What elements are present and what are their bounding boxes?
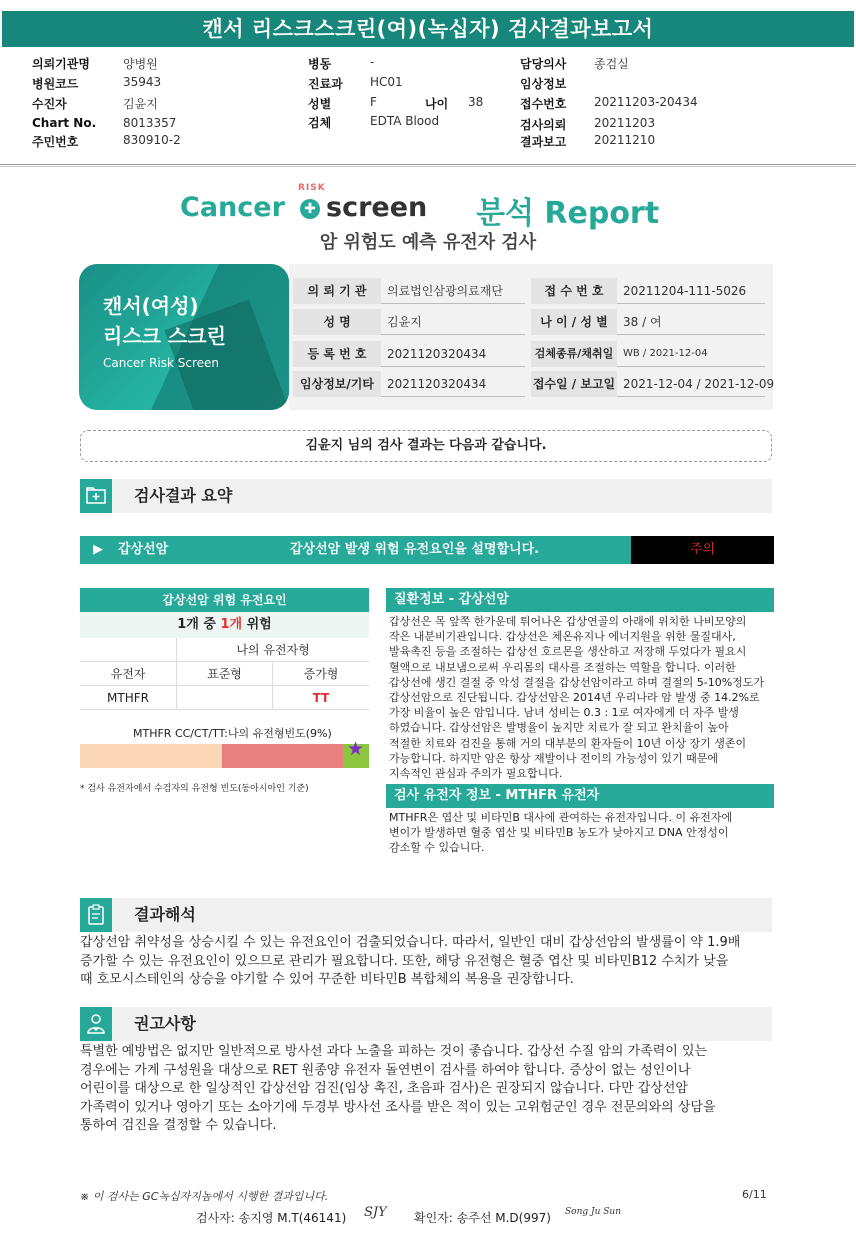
meta-label: 성별 [308,97,332,111]
meta-label: 병원코드 [32,77,79,91]
info-label: 임상정보/기타 [293,371,381,397]
text-line: 가장 비율이 높은 암입니다. 남녀 성비는 0.3 : 1로 여자에게 더 자주 발생 [389,706,739,720]
info-label: 나 이 / 성 별 [531,309,617,335]
info-grid [289,264,773,410]
text-line: 발육촉진 등을 조절하는 갑상선 호르몬을 생산하고 저장해 두었다가 필요시 [389,645,747,659]
table-row [80,686,369,710]
hero-card [79,264,289,410]
gene-table-title: 갑상선암 위험 유전요인 [80,588,369,612]
text-line: 가능합니다. 하지만 암은 항상 재발이나 전이의 가능성이 있기 때문에 [389,751,718,765]
risk-count: 1개 [220,617,243,632]
report-title: 캔서 리스크스크린(여)(녹십자) 검사결과보고서 [2,11,854,47]
section-title: 검사결과 요약 [134,486,233,505]
section-summary-header [80,479,772,513]
age-value: 38 [468,95,484,109]
text-line: 때 호모시스테인의 상승을 야기할 수 있어 꾸준한 비타민B 복합체의 복용을 권장합니다. [80,972,574,987]
star-marker-icon: ★ [347,738,365,760]
confirmer: 확인자: 송주선 M.D(997) [414,1211,551,1225]
banner-cancer-name: 갑상선암 [118,542,169,557]
panel-body [386,808,774,858]
banner-description: 갑상선암 발생 위험 유전요인을 설명합니다. [290,542,540,557]
info-value: WB / 2021-12-04 [617,341,765,367]
meta-value: 종검실 [594,57,629,71]
meta-label: 임상정보 [520,77,567,91]
meta-value: F [370,95,377,109]
text-line: 감소할 수 있습니다. [389,841,485,855]
meta-label: 의뢰기관명 [32,57,90,71]
text-line: 변이가 발생하면 혈중 엽산 및 비타민B 농도가 낮아지고 DNA 안정성이 [389,826,729,840]
meta-value: 김윤지 [123,97,158,111]
meta-value: HC01 [370,75,403,89]
meta-label: 접수번호 [520,97,567,111]
text-line: 작은 내분비기관입니다. 갑상선은 체온유지나 에너지원을 위한 물질대사, [389,630,736,644]
section-recommendation-header [80,1007,772,1041]
text-line: 갑상선암 취약성을 상승시킬 수 있는 유전요인이 검출되었습니다. 따라서, 일반인 대비 갑상선암의 발생률이 약 1.9배 [80,935,741,950]
table-row [80,638,369,662]
recommendation-text [80,1043,780,1136]
doctor-icon [80,1007,112,1041]
meta-label: 병동 [308,57,332,71]
divider [0,164,856,165]
text-line: 증가할 수 있는 유전요인이 있으므로 관리가 필요합니다. 또한, 해당 유전형은 혈중 엽산 및 비타민B12 수치가 낮을 [80,953,729,969]
gene-risk-count [80,612,369,638]
meta-label: Chart No. [32,116,97,130]
examiner-signature: SJY [364,1205,387,1220]
text-line: 갑상선에 생긴 결절 중 악성 결절을 갑상선암이라고 하며 결절의 5-10%정도가 [389,675,765,689]
status-badge: 주의 [631,536,774,564]
meta-value: 830910-2 [123,133,181,147]
logo-report: 분석 Report [476,196,660,231]
meta-label: 검체 [308,116,332,130]
disease-info-panel [386,588,774,783]
result-greeting: 김윤지 님의 검사 결과는 다음과 같습니다. [80,430,772,462]
info-label: 검체종류/채취일 [531,341,617,367]
logo-cross-icon: ✚ [300,199,320,219]
page-number: 6/11 [742,1188,767,1201]
meta-value: EDTA Blood [370,114,440,128]
examiner: 검사자: 송지영 M.T(46141) [196,1211,347,1225]
gene-info-panel [386,784,774,858]
meta-label: 주민번호 [32,135,79,149]
meta-value: 20211203 [594,116,656,130]
freq-segment-cc [80,744,222,768]
age-label: 나이 [425,97,449,111]
info-label: 접수일 / 보고일 [531,371,617,397]
info-label: 접 수 번 호 [531,278,617,304]
gene-risk-table [80,588,369,710]
footer-note: ※ 이 검사는 GC녹십자지놈에서 시행한 결과입니다. [80,1190,329,1203]
divider [0,166,856,167]
info-value: 김윤지 [381,309,525,335]
increase-value: TT [272,686,369,710]
text-line: 지속적인 관심과 주의가 필요합니다. [389,767,563,781]
text-line: 하였습니다. 갑상선암은 발병율이 높지만 치료가 잘 되고 완치율이 높아 [389,721,729,735]
text-line: 혈액으로 내보냄으로써 우리몸의 대사를 조절하는 역할을 합니다. 이러한 [389,660,736,674]
meta-value: 20211203-20434 [594,95,698,109]
info-value: 2021-12-04 / 2021-12-09 [617,371,765,397]
patient-meta [0,55,856,160]
col-gene-header: 유전자 [110,667,146,681]
text-line: 통하여 검진을 결정할 수 있습니다. [80,1118,277,1133]
panel-title: 검사 유전자 정보 - MTHFR 유전자 [386,784,774,808]
meta-value: 8013357 [123,116,177,130]
text-line: 갑상선암으로 진단됩니다. 갑상선암은 2014년 우리나라 암 발생 중 14.2%로 [389,691,760,705]
folder-plus-icon [80,479,112,513]
info-label: 의 뢰 기 관 [293,278,381,304]
logo-risk: RISK [298,183,326,193]
banner-main [80,536,631,564]
hero-title-2: 리스크 스크린 [103,324,226,348]
section-title: 결과해석 [134,905,196,924]
genotype-frequency-bar [80,738,369,768]
risk-prefix: 1개 중 [177,617,221,632]
table-row [80,662,369,686]
play-arrow-icon: ▶ [93,542,103,557]
meta-value: - [370,55,375,69]
clipboard-icon [80,898,112,932]
info-label: 등 록 번 호 [293,341,381,367]
meta-value: 양병원 [123,57,158,71]
info-value: 20211204-111-5026 [617,278,765,304]
text-line: 경우에는 가계 구성원을 대상으로 RET 원종양 유전자 돌연변이 검사를 하여야 합니다. 증상이 없는 성인이나 [80,1062,691,1078]
info-value: 2021120320434 [381,341,525,367]
section-interpretation-header [80,898,772,932]
text-line: 특별한 예방법은 없지만 일반적으로 방사선 과다 노출을 피하는 것이 좋습니다. 갑상선 수질 암의 가족력이 있는 [80,1044,708,1059]
meta-label: 수진자 [32,97,67,111]
text-line: 갑상선은 목 앞쪽 한가운데 튀어나온 갑상연골의 아래에 위치한 나비모양의 [389,615,747,628]
frequency-note: * 검사 유전자에서 수검자의 유전형 빈도(동아시아인 기준) [80,784,309,794]
page-subtitle: 암 위험도 예측 유전자 검사 [319,232,537,253]
interpretation-text [80,934,780,990]
risk-suffix: 위험 [242,617,272,632]
text-line: 적절한 치료와 검진을 통해 거의 대부분의 환자들이 10년 이상 장기 생존이 [389,736,747,750]
section-title: 권고사항 [134,1014,196,1033]
hero-title-1: 캔서(여성) [103,294,199,318]
meta-label: 담당의사 [520,57,567,71]
cancer-screen-logo [180,183,680,231]
text-line: 가족력이 있거나 영아기 또는 소아기에 두경부 방사선 조사를 받은 적이 있는 고위험군인 경우 전문의와의 상담을 [80,1099,716,1115]
logo-cancer: Cancer [180,192,285,223]
col-increase-header: 증가형 [272,662,369,686]
normal-value [176,686,272,710]
confirmer-signature: Song Ju Sun [565,1207,622,1217]
meta-value: 35943 [123,75,162,89]
cancer-banner [80,536,774,564]
meta-label: 결과보고 [520,135,567,149]
freq-segment-ct [222,744,343,768]
info-value: 2021120320434 [381,371,525,397]
meta-label: 검사의뢰 [520,118,567,132]
text-line: 어린이를 대상으로 한 일상적인 갑상선암 검진(임상 촉진, 초음파 검사)은 권장되지 않습니다. 다만 갑상선암 [80,1081,688,1096]
frequency-caption: MTHFR CC/CT/TT:나의 유전형빈도(9%) [133,727,332,740]
panel-body [386,612,774,783]
meta-value: 20211210 [594,133,656,147]
logo-screen: screen [326,192,428,223]
col-normal-header: 표준형 [176,662,272,686]
text-line: MTHFR은 엽산 및 비타민B 대사에 관여하는 유전자입니다. 이 유전자에 [389,811,733,824]
info-label: 성 명 [293,309,381,335]
hero-caption: Cancer Risk Screen [103,356,220,370]
panel-title: 질환정보 - 갑상선암 [386,588,774,612]
info-value: 의료법인삼광의료재단 [381,278,525,304]
info-value: 38 / 여 [617,309,765,335]
my-genotype-header: 나의 유전자형 [176,638,369,662]
gene-name: MTHFR [107,691,149,705]
meta-label: 진료과 [308,77,343,91]
